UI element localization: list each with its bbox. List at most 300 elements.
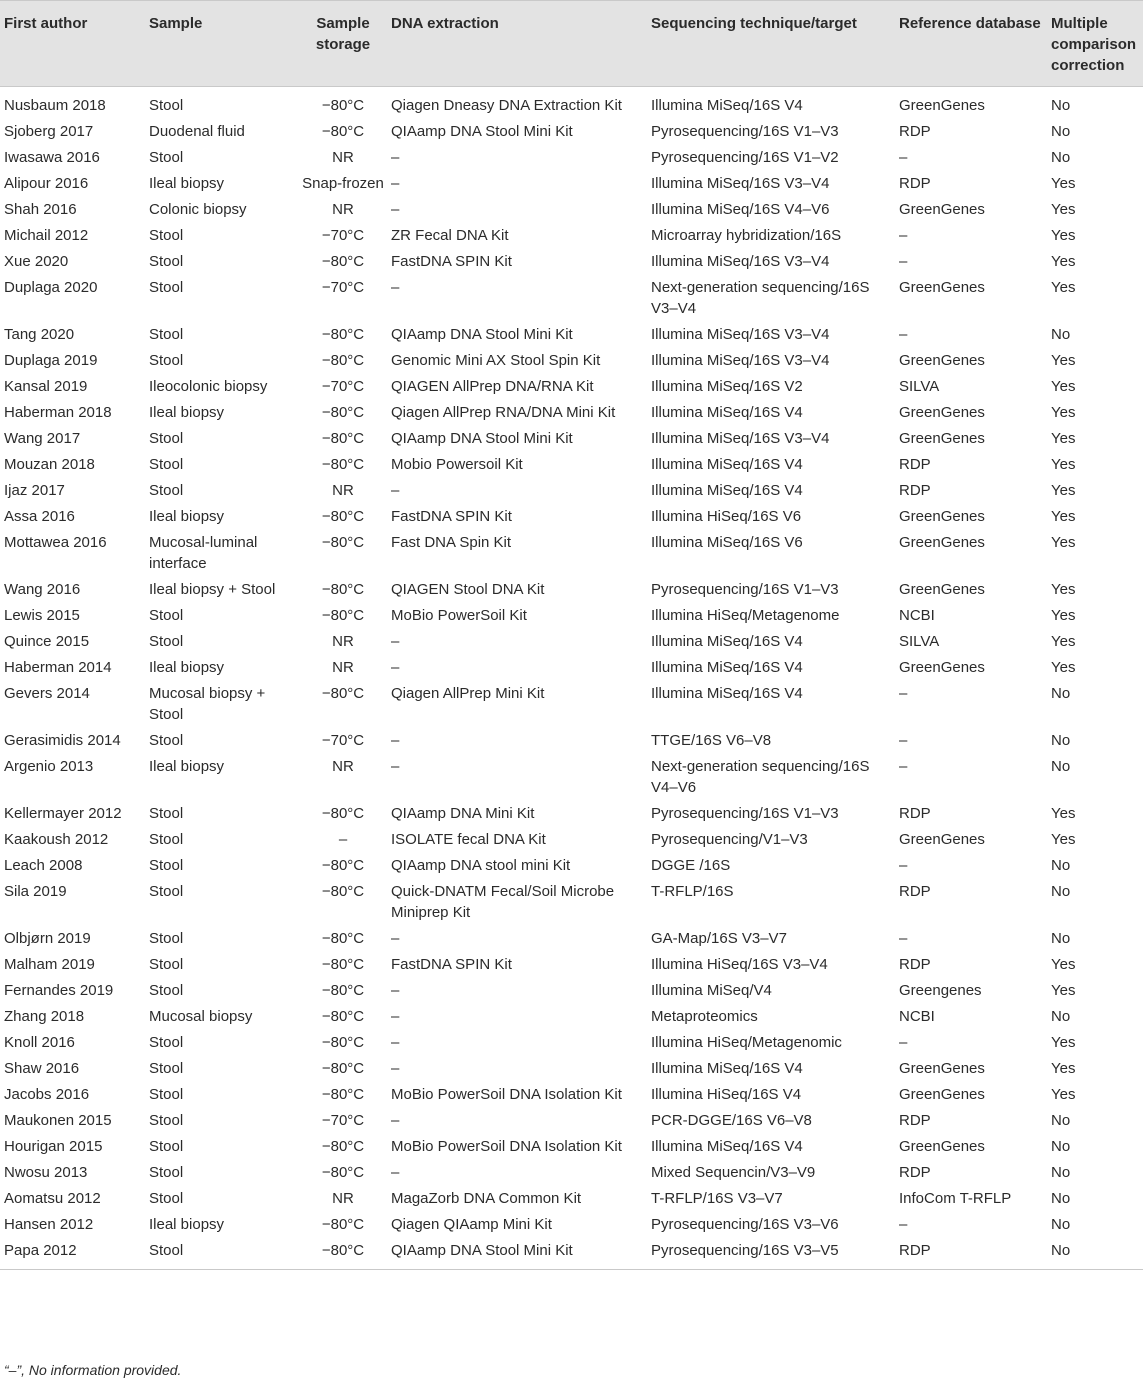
cell-sequencing-technique: Mixed Sequencin/V3–V9 [651, 1164, 816, 1181]
cell-multiple-comparison-correction: No [1051, 930, 1071, 947]
cell-reference-database: SILVA [899, 633, 940, 650]
cell-sample-storage: −80°C [321, 883, 365, 900]
cell-dna-extraction: QIAamp DNA Stool Mini Kit [391, 326, 573, 343]
cell-sample-storage: NR [332, 758, 354, 775]
cell-dna-extraction: Qiagen AllPrep RNA/DNA Mini Kit [391, 404, 616, 421]
cell-dna-extraction: – [391, 659, 400, 676]
cell-multiple-comparison-correction: No [1051, 758, 1071, 775]
cell-first-author: Aomatsu 2012 [4, 1190, 101, 1207]
cell-dna-extraction: – [391, 758, 400, 775]
cell-reference-database: – [899, 227, 908, 244]
cell-sample-storage: −80°C [321, 982, 365, 999]
cell-reference-database: SILVA [899, 378, 940, 395]
table-row [0, 1237, 1143, 1270]
table-footnote: “–”, No information provided. [4, 1362, 182, 1378]
cell-dna-extraction: MoBio PowerSoil Kit [391, 607, 527, 624]
cell-dna-extraction: ZR Fecal DNA Kit [391, 227, 509, 244]
cell-sample-storage: NR [332, 149, 354, 166]
cell-sample-storage: −80°C [321, 534, 365, 551]
cell-multiple-comparison-correction: Yes [1051, 1034, 1076, 1051]
cell-first-author: Papa 2012 [4, 1242, 77, 1259]
table-row [0, 222, 1143, 248]
cell-first-author: Nwosu 2013 [4, 1164, 88, 1181]
cell-multiple-comparison-correction: No [1051, 1138, 1071, 1155]
cell-sequencing-technique: Illumina MiSeq/16S V3–V4 [651, 253, 830, 270]
cell-sequencing-technique: Illumina MiSeq/16S V4 [651, 1060, 803, 1077]
cell-dna-extraction: – [391, 1164, 400, 1181]
cell-dna-extraction: QIAamp DNA Stool Mini Kit [391, 123, 573, 140]
cell-sample: Stool [149, 1034, 184, 1051]
cell-first-author: Fernandes 2019 [4, 982, 114, 999]
cell-reference-database: NCBI [899, 607, 935, 624]
header-sample-storage: Sample storage [315, 15, 371, 53]
cell-sample-storage: −80°C [321, 1164, 365, 1181]
cell-sample-storage: −80°C [321, 1242, 365, 1259]
table-row [0, 321, 1143, 347]
cell-reference-database: GreenGenes [899, 659, 985, 676]
cell-reference-database: RDP [899, 956, 931, 973]
cell-dna-extraction: Fast DNA Spin Kit [391, 534, 512, 551]
cell-dna-extraction: – [391, 201, 400, 218]
cell-sample: Stool [149, 1242, 184, 1259]
table-row [0, 373, 1143, 399]
cell-sequencing-technique: Illumina MiSeq/16S V4 [651, 633, 803, 650]
cell-dna-extraction: Quick-DNATM Fecal/Soil Microbe Miniprep Kit [391, 883, 615, 921]
cell-reference-database: NCBI [899, 1008, 935, 1025]
cell-sample-storage: −80°C [321, 404, 365, 421]
cell-dna-extraction: Qiagen AllPrep Mini Kit [391, 685, 545, 702]
cell-sequencing-technique: Illumina MiSeq/16S V4 [651, 456, 803, 473]
cell-multiple-comparison-correction: Yes [1051, 201, 1076, 218]
cell-multiple-comparison-correction: No [1051, 857, 1071, 874]
cell-sample-storage: −80°C [321, 1034, 365, 1051]
cell-sample-storage: −80°C [321, 1086, 365, 1103]
cell-sample: Ileal biopsy [149, 404, 225, 421]
cell-sample-storage: −80°C [321, 805, 365, 822]
cell-sample: Ileal biopsy [149, 1216, 225, 1233]
cell-reference-database: – [899, 930, 908, 947]
cell-sequencing-technique: Illumina HiSeq/16S V6 [651, 508, 802, 525]
cell-first-author: Shah 2016 [4, 201, 77, 218]
cell-multiple-comparison-correction: Yes [1051, 279, 1076, 296]
cell-first-author: Alipour 2016 [4, 175, 89, 192]
cell-sequencing-technique: Illumina MiSeq/16S V3–V4 [651, 175, 830, 192]
cell-multiple-comparison-correction: No [1051, 326, 1071, 343]
cell-sample: Stool [149, 279, 184, 296]
cell-dna-extraction: – [391, 1112, 400, 1129]
cell-sample-storage: −80°C [321, 97, 365, 114]
cell-dna-extraction: QIAGEN AllPrep DNA/RNA Kit [391, 378, 594, 395]
cell-first-author: Quince 2015 [4, 633, 90, 650]
cell-dna-extraction: QIAGEN Stool DNA Kit [391, 581, 545, 598]
cell-sample: Stool [149, 633, 184, 650]
table-row [0, 680, 1143, 727]
cell-sample-storage: −70°C [321, 1112, 365, 1129]
cell-sequencing-technique: Microarray hybridization/16S [651, 227, 842, 244]
table-row [0, 602, 1143, 628]
cell-multiple-comparison-correction: Yes [1051, 607, 1076, 624]
cell-reference-database: – [899, 326, 908, 343]
cell-first-author: Jacobs 2016 [4, 1086, 90, 1103]
cell-multiple-comparison-correction: Yes [1051, 404, 1076, 421]
cell-first-author: Tang 2020 [4, 326, 75, 343]
cell-first-author: Sila 2019 [4, 883, 67, 900]
header-row [0, 1, 1143, 87]
cell-reference-database: GreenGenes [899, 352, 985, 369]
cell-dna-extraction: FastDNA SPIN Kit [391, 508, 512, 525]
cell-sequencing-technique: Metaproteomics [651, 1008, 758, 1025]
cell-sequencing-technique: T-RFLP/16S V3–V7 [651, 1190, 783, 1207]
table-row [0, 654, 1143, 680]
cell-dna-extraction: – [391, 279, 400, 296]
cell-sample: Mucosal-luminal interface [149, 534, 258, 572]
cell-multiple-comparison-correction: Yes [1051, 1060, 1076, 1077]
cell-reference-database: GreenGenes [899, 201, 985, 218]
cell-sample: Ileal biopsy [149, 175, 225, 192]
cell-sample-storage: −80°C [321, 253, 365, 270]
cell-sample-storage: −80°C [321, 930, 365, 947]
cell-sample-storage: NR [332, 1190, 354, 1207]
cell-multiple-comparison-correction: Yes [1051, 352, 1076, 369]
cell-reference-database: RDP [899, 482, 931, 499]
cell-sample: Stool [149, 607, 184, 624]
cell-reference-database: GreenGenes [899, 97, 985, 114]
cell-first-author: Assa 2016 [4, 508, 75, 525]
cell-sequencing-technique: Pyrosequencing/16S V1–V3 [651, 805, 839, 822]
cell-sample-storage: – [338, 831, 348, 848]
cell-sample: Stool [149, 456, 184, 473]
cell-dna-extraction: – [391, 482, 400, 499]
cell-multiple-comparison-correction: Yes [1051, 659, 1076, 676]
cell-sequencing-technique: Illumina MiSeq/V4 [651, 982, 772, 999]
cell-sequencing-technique: Illumina MiSeq/16S V4 [651, 97, 803, 114]
cell-dna-extraction: – [391, 1060, 400, 1077]
cell-reference-database: RDP [899, 175, 931, 192]
cell-multiple-comparison-correction: Yes [1051, 956, 1076, 973]
table-row [0, 529, 1143, 576]
cell-first-author: Kellermayer 2012 [4, 805, 122, 822]
table-row [0, 1159, 1143, 1185]
cell-reference-database: – [899, 732, 908, 749]
cell-dna-extraction: QIAamp DNA Stool Mini Kit [391, 1242, 573, 1259]
cell-reference-database: GreenGenes [899, 1138, 985, 1155]
table-row [0, 170, 1143, 196]
cell-reference-database: RDP [899, 456, 931, 473]
cell-sample: Colonic biopsy [149, 201, 247, 218]
cell-sample: Stool [149, 253, 184, 270]
table-row [0, 826, 1143, 852]
cell-sequencing-technique: Pyrosequencing/16S V1–V3 [651, 123, 839, 140]
cell-sequencing-technique: Illumina MiSeq/16S V4 [651, 404, 803, 421]
cell-multiple-comparison-correction: Yes [1051, 482, 1076, 499]
cell-sample-storage: −80°C [321, 430, 365, 447]
cell-sequencing-technique: Next-generation sequencing/16S V3–V4 [651, 279, 870, 317]
cell-dna-extraction: QIAamp DNA Mini Kit [391, 805, 535, 822]
cell-sequencing-technique: Illumina HiSeq/Metagenomic [651, 1034, 842, 1051]
table-row [0, 451, 1143, 477]
cell-reference-database: RDP [899, 1164, 931, 1181]
header-reference-database: Reference database [899, 15, 1041, 32]
cell-sequencing-technique: Pyrosequencing/16S V3–V5 [651, 1242, 839, 1259]
cell-first-author: Nusbaum 2018 [4, 97, 106, 114]
cell-sample-storage: NR [332, 633, 354, 650]
cell-sample: Stool [149, 326, 184, 343]
cell-sample: Stool [149, 982, 184, 999]
table-row [0, 951, 1143, 977]
cell-dna-extraction: QIAamp DNA stool mini Kit [391, 857, 571, 874]
table-row [0, 977, 1143, 1003]
cell-sequencing-technique: Illumina HiSeq/Metagenome [651, 607, 840, 624]
cell-sample-storage: −80°C [321, 1008, 365, 1025]
cell-sample-storage: −80°C [321, 1138, 365, 1155]
table-row [0, 118, 1143, 144]
table-row [0, 399, 1143, 425]
table-row [0, 477, 1143, 503]
cell-sample: Stool [149, 482, 184, 499]
cell-reference-database: GreenGenes [899, 279, 985, 296]
cell-sequencing-technique: Next-generation sequencing/16S V4–V6 [651, 758, 870, 796]
cell-multiple-comparison-correction: Yes [1051, 227, 1076, 244]
cell-first-author: Haberman 2018 [4, 404, 112, 421]
cell-multiple-comparison-correction: No [1051, 149, 1071, 166]
cell-first-author: Gevers 2014 [4, 685, 90, 702]
cell-first-author: Mouzan 2018 [4, 456, 95, 473]
cell-multiple-comparison-correction: Yes [1051, 534, 1076, 551]
cell-reference-database: GreenGenes [899, 404, 985, 421]
cell-reference-database: – [899, 253, 908, 270]
table-row [0, 248, 1143, 274]
cell-sample-storage: −70°C [321, 227, 365, 244]
cell-sample: Stool [149, 1138, 184, 1155]
cell-multiple-comparison-correction: No [1051, 883, 1071, 900]
table-row [0, 425, 1143, 451]
cell-dna-extraction: – [391, 732, 400, 749]
table-row [0, 1055, 1143, 1081]
table-row [0, 852, 1143, 878]
cell-dna-extraction: ISOLATE fecal DNA Kit [391, 831, 546, 848]
cell-sequencing-technique: Illumina MiSeq/16S V4 [651, 482, 803, 499]
cell-reference-database: GreenGenes [899, 508, 985, 525]
cell-first-author: Iwasawa 2016 [4, 149, 100, 166]
table-row [0, 503, 1143, 529]
cell-multiple-comparison-correction: No [1051, 123, 1071, 140]
cell-sample: Stool [149, 1086, 184, 1103]
cell-sample: Ileal biopsy + Stool [149, 581, 276, 598]
cell-first-author: Maukonen 2015 [4, 1112, 112, 1129]
cell-dna-extraction: – [391, 1034, 400, 1051]
cell-sequencing-technique: Illumina HiSeq/16S V3–V4 [651, 956, 828, 973]
cell-dna-extraction: MoBio PowerSoil DNA Isolation Kit [391, 1086, 622, 1103]
cell-first-author: Michail 2012 [4, 227, 89, 244]
cell-multiple-comparison-correction: Yes [1051, 805, 1076, 822]
table-row [0, 628, 1143, 654]
cell-first-author: Duplaga 2019 [4, 352, 98, 369]
cell-sequencing-technique: GA-Map/16S V3–V7 [651, 930, 787, 947]
cell-multiple-comparison-correction: Yes [1051, 456, 1076, 473]
cell-sample-storage: NR [332, 659, 354, 676]
cell-reference-database: InfoCom T-RFLP [899, 1190, 1012, 1207]
cell-sample: Stool [149, 805, 184, 822]
cell-multiple-comparison-correction: Yes [1051, 982, 1076, 999]
cell-sample: Stool [149, 1190, 184, 1207]
cell-multiple-comparison-correction: Yes [1051, 175, 1076, 192]
cell-sample: Stool [149, 1060, 184, 1077]
table-row [0, 1081, 1143, 1107]
cell-multiple-comparison-correction: No [1051, 1190, 1071, 1207]
cell-sample: Stool [149, 97, 184, 114]
cell-sequencing-technique: PCR-DGGE/16S V6–V8 [651, 1112, 812, 1129]
cell-sample: Ileocolonic biopsy [149, 378, 268, 395]
cell-sample-storage: −80°C [321, 352, 365, 369]
cell-sample: Stool [149, 430, 184, 447]
cell-sequencing-technique: Pyrosequencing/16S V3–V6 [651, 1216, 839, 1233]
cell-sample: Stool [149, 1112, 184, 1129]
cell-sequencing-technique: DGGE /16S [651, 857, 731, 874]
cell-sample-storage: −80°C [321, 508, 365, 525]
table-row [0, 1211, 1143, 1237]
cell-sample: Ileal biopsy [149, 659, 225, 676]
cell-first-author: Gerasimidis 2014 [4, 732, 121, 749]
cell-sequencing-technique: T-RFLP/16S [651, 883, 734, 900]
cell-sample-storage: −80°C [321, 956, 365, 973]
cell-reference-database: GreenGenes [899, 831, 985, 848]
cell-first-author: Kaakoush 2012 [4, 831, 109, 848]
table-row [0, 274, 1143, 321]
table-row [0, 1107, 1143, 1133]
cell-sample-storage: −70°C [321, 378, 365, 395]
cell-sample: Stool [149, 732, 184, 749]
cell-sample-storage: −80°C [321, 685, 365, 702]
cell-first-author: Sjoberg 2017 [4, 123, 94, 140]
cell-multiple-comparison-correction: Yes [1051, 831, 1076, 848]
cell-first-author: Hourigan 2015 [4, 1138, 103, 1155]
cell-first-author: Malham 2019 [4, 956, 95, 973]
cell-reference-database: RDP [899, 805, 931, 822]
cell-reference-database: RDP [899, 883, 931, 900]
cell-first-author: Kansal 2019 [4, 378, 88, 395]
cell-first-author: Hansen 2012 [4, 1216, 94, 1233]
cell-sample: Mucosal biopsy + Stool [149, 685, 266, 723]
cell-sample: Stool [149, 883, 184, 900]
cell-first-author: Wang 2017 [4, 430, 81, 447]
cell-reference-database: GreenGenes [899, 1060, 985, 1077]
cell-first-author: Knoll 2016 [4, 1034, 75, 1051]
cell-reference-database: RDP [899, 1242, 931, 1259]
table-row [0, 87, 1143, 119]
cell-sequencing-technique: Illumina MiSeq/16S V4 [651, 1138, 803, 1155]
cell-reference-database: GreenGenes [899, 581, 985, 598]
cell-sequencing-technique: TTGE/16S V6–V8 [651, 732, 772, 749]
cell-dna-extraction: – [391, 1008, 400, 1025]
cell-multiple-comparison-correction: Yes [1051, 581, 1076, 598]
cell-reference-database: – [899, 758, 908, 775]
cell-multiple-comparison-correction: No [1051, 1008, 1071, 1025]
cell-dna-extraction: Genomic Mini AX Stool Spin Kit [391, 352, 601, 369]
cell-dna-extraction: – [391, 633, 400, 650]
cell-reference-database: – [899, 685, 908, 702]
cell-sample-storage: NR [332, 201, 354, 218]
table-body [0, 87, 1143, 1270]
cell-sample: Mucosal biopsy [149, 1008, 253, 1025]
table-row [0, 925, 1143, 951]
table-header [0, 1, 1143, 87]
cell-sample-storage: −70°C [321, 279, 365, 296]
cell-reference-database: Greengenes [899, 982, 982, 999]
cell-sample-storage: −80°C [321, 456, 365, 473]
cell-sample-storage: NR [332, 482, 354, 499]
cell-sequencing-technique: Pyrosequencing/V1–V3 [651, 831, 808, 848]
cell-dna-extraction: QIAamp DNA Stool Mini Kit [391, 430, 573, 447]
cell-sample-storage: −80°C [321, 123, 365, 140]
cell-sequencing-technique: Illumina MiSeq/16S V3–V4 [651, 430, 830, 447]
cell-dna-extraction: – [391, 149, 400, 166]
cell-reference-database: – [899, 1034, 908, 1051]
cell-sequencing-technique: Illumina MiSeq/16S V4 [651, 685, 803, 702]
table-row [0, 196, 1143, 222]
cell-multiple-comparison-correction: Yes [1051, 1086, 1076, 1103]
cell-sample-storage: −80°C [321, 1216, 365, 1233]
table-row [0, 1003, 1143, 1029]
cell-reference-database: – [899, 1216, 908, 1233]
cell-sample-storage: −80°C [321, 857, 365, 874]
cell-reference-database: GreenGenes [899, 534, 985, 551]
cell-multiple-comparison-correction: Yes [1051, 253, 1076, 270]
cell-reference-database: RDP [899, 1112, 931, 1129]
cell-multiple-comparison-correction: No [1051, 97, 1071, 114]
cell-sequencing-technique: Illumina MiSeq/16S V3–V4 [651, 352, 830, 369]
cell-first-author: Xue 2020 [4, 253, 69, 270]
table-row [0, 1185, 1143, 1211]
table-row [0, 727, 1143, 753]
cell-sample: Stool [149, 352, 184, 369]
table-row [0, 1133, 1143, 1159]
cell-sample: Stool [149, 857, 184, 874]
cell-sample: Stool [149, 1164, 184, 1181]
cell-dna-extraction: FastDNA SPIN Kit [391, 956, 512, 973]
cell-dna-extraction: Mobio Powersoil Kit [391, 456, 523, 473]
cell-dna-extraction: MagaZorb DNA Common Kit [391, 1190, 582, 1207]
cell-first-author: Olbjørn 2019 [4, 930, 91, 947]
cell-first-author: Haberman 2014 [4, 659, 112, 676]
cell-multiple-comparison-correction: No [1051, 1112, 1071, 1129]
cell-sample: Stool [149, 227, 184, 244]
cell-first-author: Mottawea 2016 [4, 534, 107, 551]
table-row [0, 753, 1143, 800]
cell-multiple-comparison-correction: Yes [1051, 430, 1076, 447]
cell-sequencing-technique: Illumina MiSeq/16S V3–V4 [651, 326, 830, 343]
cell-sample: Stool [149, 149, 184, 166]
cell-dna-extraction: Qiagen QIAamp Mini Kit [391, 1216, 552, 1233]
cell-sample: Duodenal fluid [149, 123, 245, 140]
table-row [0, 1029, 1143, 1055]
cell-sequencing-technique: Pyrosequencing/16S V1–V3 [651, 581, 839, 598]
cell-sample-storage: −80°C [321, 607, 365, 624]
cell-sequencing-technique: Illumina MiSeq/16S V6 [651, 534, 803, 551]
cell-sample-storage: −80°C [321, 326, 365, 343]
cell-multiple-comparison-correction: No [1051, 685, 1071, 702]
cell-dna-extraction: – [391, 930, 400, 947]
cell-sample: Stool [149, 956, 184, 973]
cell-first-author: Ijaz 2017 [4, 482, 65, 499]
cell-first-author: Duplaga 2020 [4, 279, 98, 296]
table-row [0, 576, 1143, 602]
cell-multiple-comparison-correction: No [1051, 1242, 1071, 1259]
cell-reference-database: RDP [899, 123, 931, 140]
cell-multiple-comparison-correction: Yes [1051, 378, 1076, 395]
cell-sample: Ileal biopsy [149, 758, 225, 775]
cell-first-author: Shaw 2016 [4, 1060, 80, 1077]
header-sample: Sample [149, 15, 203, 32]
